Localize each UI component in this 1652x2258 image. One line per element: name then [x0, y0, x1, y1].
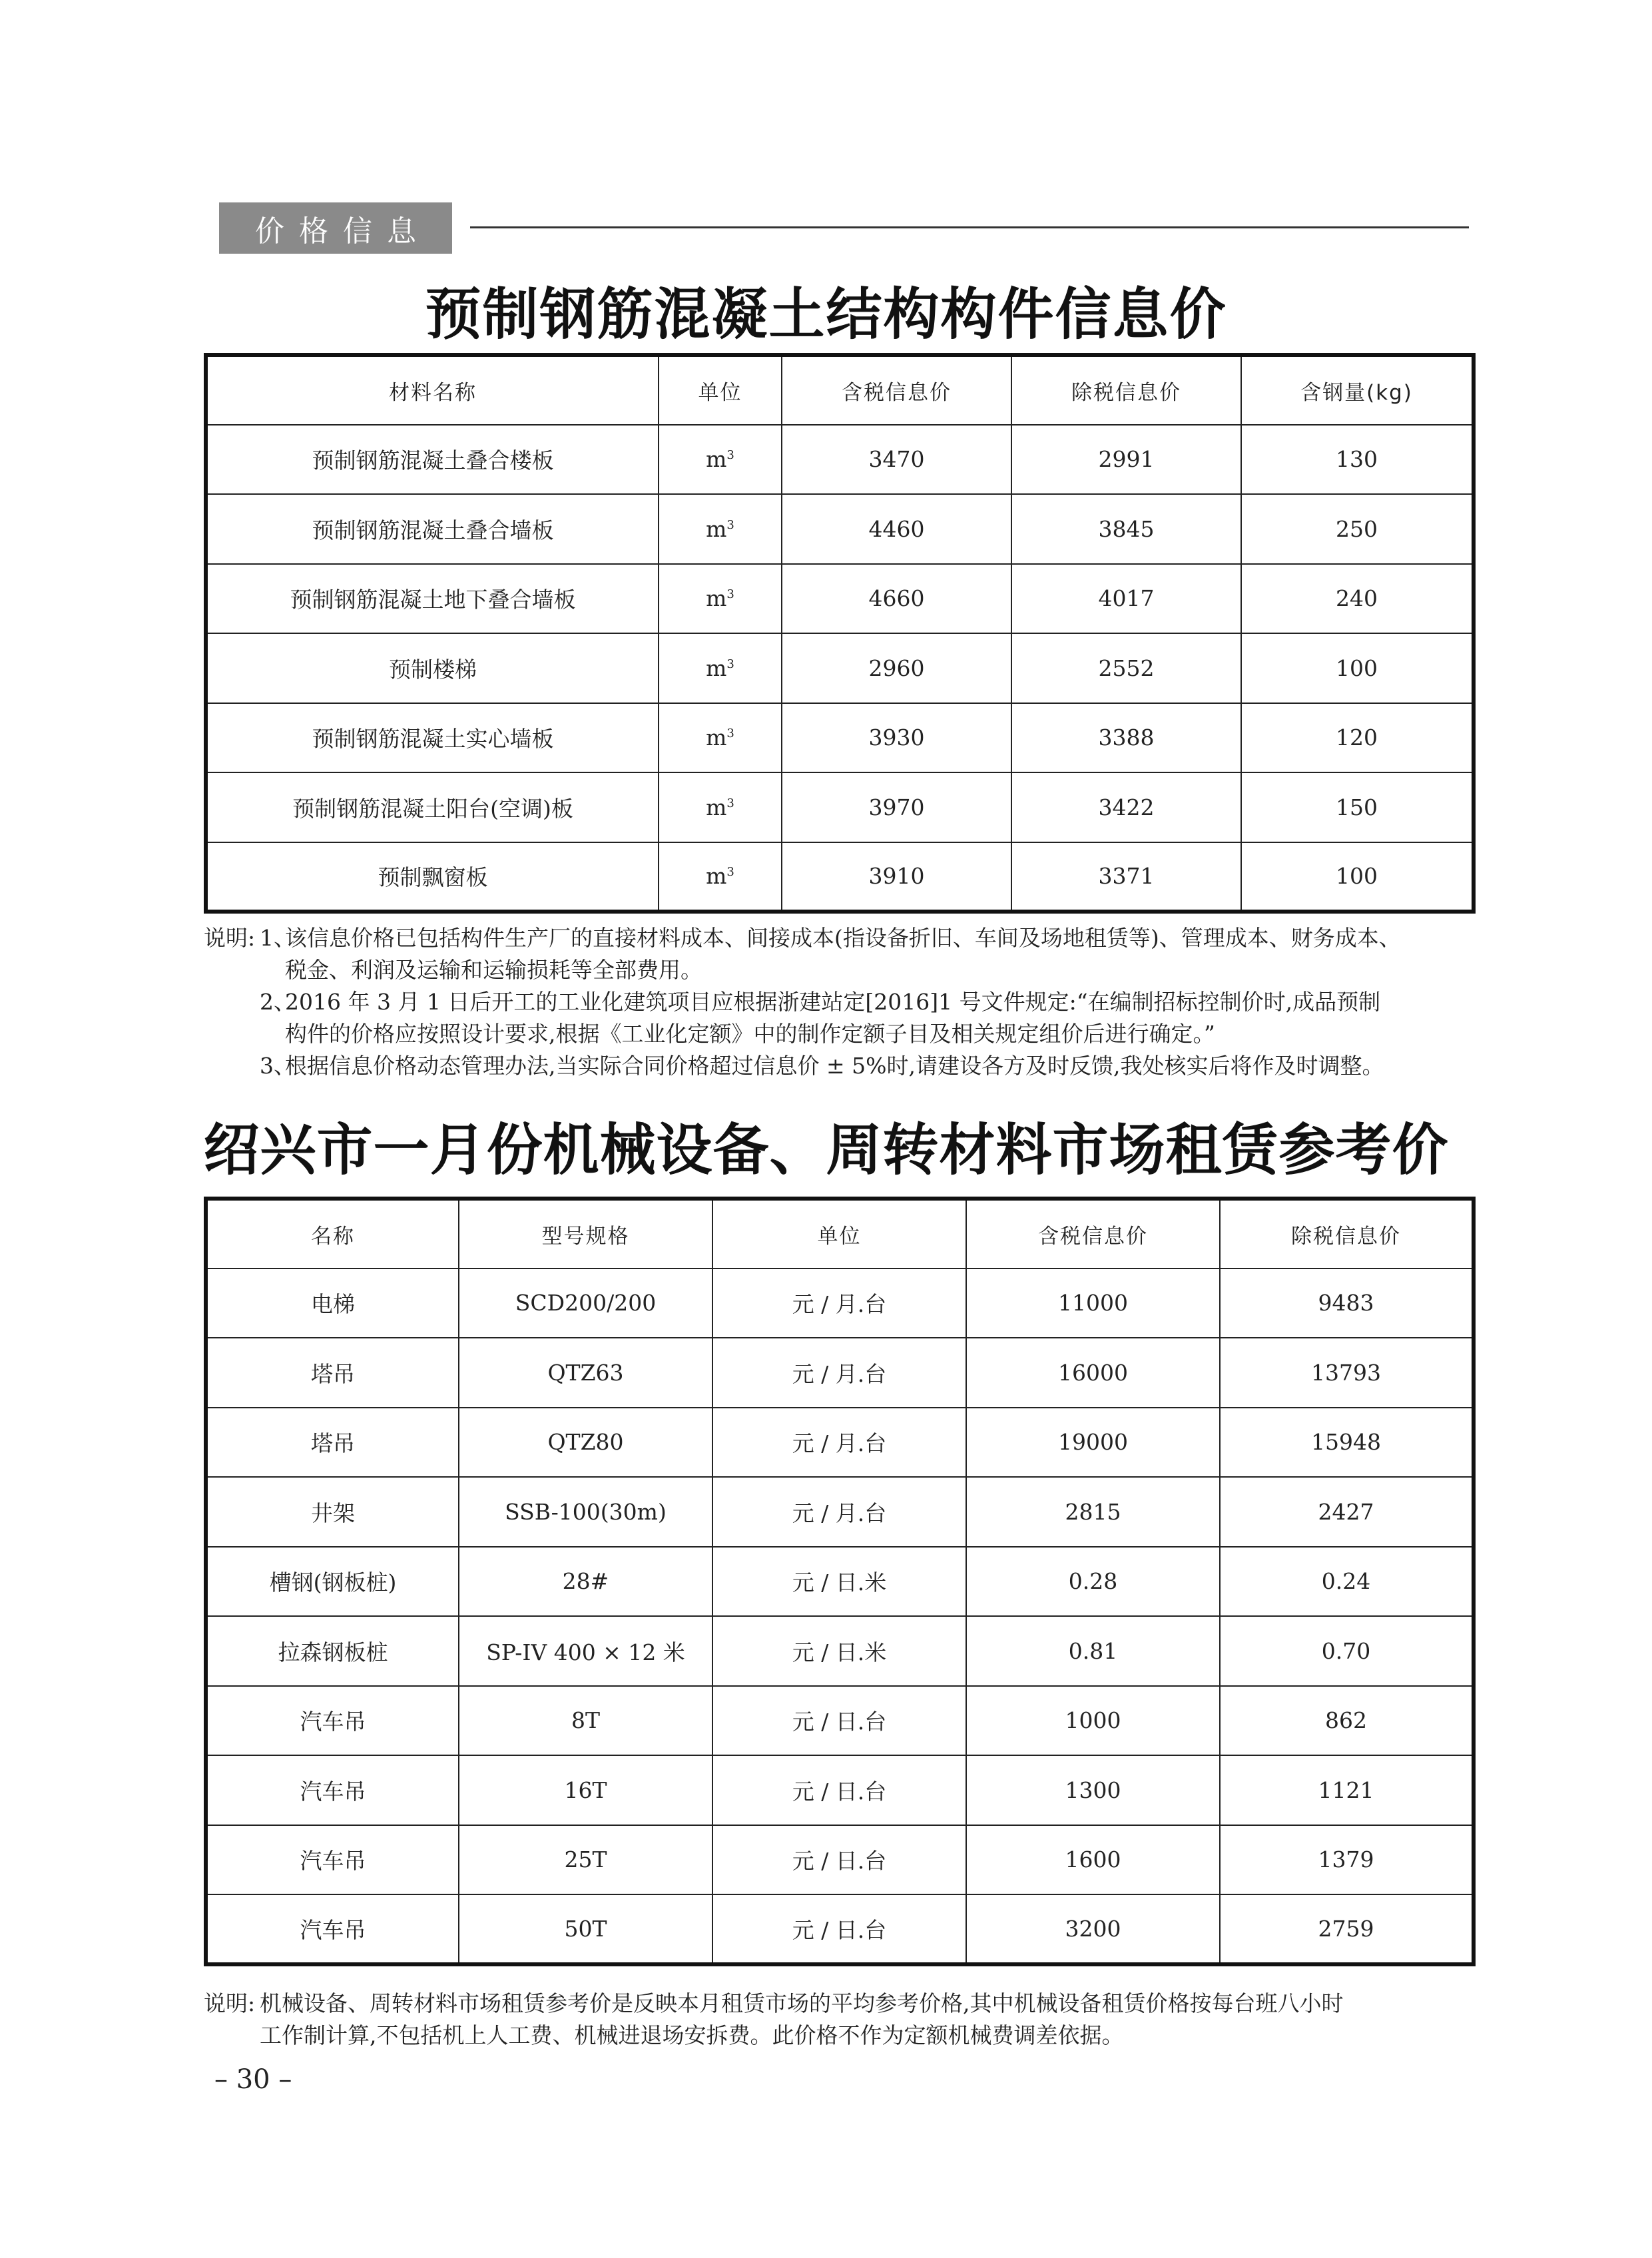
- table1-notes: [204, 922, 1476, 1082]
- unit-cell: 元 / 日.台: [712, 1755, 966, 1825]
- unit-superscript: 3: [726, 726, 734, 741]
- table-row: [206, 633, 1474, 703]
- tax-price-cell: 1600: [966, 1825, 1220, 1895]
- col-header-notax-price: 除税信息价: [1011, 355, 1241, 425]
- material-name-cell: 预制钢筋混凝土阳台(空调)板: [206, 772, 659, 842]
- unit-text: m: [706, 585, 727, 612]
- table2-notes: [204, 1988, 1476, 2052]
- notax-price-cell: 2991: [1011, 425, 1241, 495]
- tax-price-cell: 11000: [966, 1269, 1220, 1338]
- equipment-name-cell: 槽钢(钢板桩): [206, 1547, 459, 1617]
- unit-text: m: [706, 515, 727, 542]
- steel-content-cell: 240: [1241, 564, 1474, 634]
- table-row: [206, 1755, 1474, 1825]
- tax-price-cell: 3200: [966, 1894, 1220, 1964]
- section-tag: 价格信息: [219, 202, 452, 254]
- unit-cell: [659, 564, 782, 634]
- model-cell: 8T: [459, 1686, 712, 1756]
- note-text: 构件的价格应按照设计要求,根据《工业化定额》中的制作定额子目及相关规定组价后进行确定。”: [285, 1021, 1215, 1047]
- notes-label: 说明:: [204, 1990, 256, 2016]
- section-divider: [470, 226, 1469, 228]
- tax-price-cell: 1300: [966, 1755, 1220, 1825]
- tax-price-cell: 0.28: [966, 1547, 1220, 1617]
- steel-content-cell: 250: [1241, 494, 1474, 564]
- unit-superscript: 3: [726, 657, 734, 671]
- model-cell: SP-IV 400 × 12 米: [459, 1616, 712, 1686]
- note-text: 根据信息价格动态管理办法,当实际合同价格超过信息价 ± 5%时,请建设各方及时反馈,我处核实后将作及时调整。: [285, 1053, 1384, 1079]
- note-text: 该信息价格已包括构件生产厂的直接材料成本、间接成本(指设备折旧、车间及场地租赁等)、管理成本、财务成本、: [285, 925, 1401, 951]
- equipment-name-cell: 电梯: [206, 1269, 459, 1338]
- table-row: [206, 494, 1474, 564]
- equipment-name-cell: 汽车吊: [206, 1825, 459, 1895]
- equipment-name-cell: 塔吊: [206, 1338, 459, 1408]
- table-header-row: [206, 1199, 1474, 1269]
- material-name-cell: 预制钢筋混凝土叠合楼板: [206, 425, 659, 495]
- tax-price-cell: 3470: [782, 425, 1011, 495]
- material-name-cell: 预制楼梯: [206, 633, 659, 703]
- unit-text: m: [706, 446, 727, 473]
- tax-price-cell: 4460: [782, 494, 1011, 564]
- tax-price-cell: 1000: [966, 1686, 1220, 1756]
- col-header-name: 名称: [206, 1199, 459, 1269]
- material-name-cell: 预制飘窗板: [206, 842, 659, 912]
- material-name-cell: 预制钢筋混凝土叠合墙板: [206, 494, 659, 564]
- unit-superscript: 3: [726, 448, 734, 463]
- unit-cell: 元 / 日.米: [712, 1547, 966, 1617]
- note-text: 2016 年 3 月 1 日后开工的工业化建筑项目应根据浙建站定[2016]1 号文件规定:“在编制招标控制价时,成品预制: [285, 989, 1381, 1015]
- notax-price-cell: 9483: [1220, 1269, 1474, 1338]
- table-row: [206, 772, 1474, 842]
- unit-text: m: [706, 794, 727, 820]
- col-header-unit: 单位: [659, 355, 782, 425]
- col-header-material: 材料名称: [206, 355, 659, 425]
- unit-cell: 元 / 月.台: [712, 1408, 966, 1478]
- tax-price-cell: 19000: [966, 1408, 1220, 1478]
- notax-price-cell: 0.70: [1220, 1616, 1474, 1686]
- note-number: 2、: [260, 989, 296, 1015]
- table-row: [206, 1616, 1474, 1686]
- note-text: 税金、利润及运输和运输损耗等全部费用。: [285, 957, 702, 983]
- steel-content-cell: 130: [1241, 425, 1474, 495]
- model-cell: QTZ63: [459, 1338, 712, 1408]
- notax-price-cell: 3371: [1011, 842, 1241, 912]
- table-row: [206, 1269, 1474, 1338]
- equipment-name-cell: 汽车吊: [206, 1894, 459, 1964]
- model-cell: QTZ80: [459, 1408, 712, 1478]
- unit-superscript: 3: [726, 865, 734, 880]
- tax-price-cell: 16000: [966, 1338, 1220, 1408]
- table-row: [206, 564, 1474, 634]
- rental-price-table: [204, 1197, 1476, 1966]
- table-row: [206, 703, 1474, 773]
- unit-cell: [659, 494, 782, 564]
- notax-price-cell: 0.24: [1220, 1547, 1474, 1617]
- notax-price-cell: 2427: [1220, 1477, 1474, 1547]
- precast-price-table: [204, 353, 1476, 914]
- notax-price-cell: 13793: [1220, 1338, 1474, 1408]
- notax-price-cell: 4017: [1011, 564, 1241, 634]
- notax-price-cell: 2759: [1220, 1894, 1474, 1964]
- model-cell: SSB-100(30m): [459, 1477, 712, 1547]
- steel-content-cell: 120: [1241, 703, 1474, 773]
- unit-cell: 元 / 月.台: [712, 1477, 966, 1547]
- steel-content-cell: 100: [1241, 842, 1474, 912]
- equipment-name-cell: 井架: [206, 1477, 459, 1547]
- notax-price-cell: 1379: [1220, 1825, 1474, 1895]
- tax-price-cell: 0.81: [966, 1616, 1220, 1686]
- tax-price-cell: 3910: [782, 842, 1011, 912]
- note-text: 工作制计算,不包括机上人工费、机械进退场安拆费。此价格不作为定额机械费调差依据。: [260, 2022, 1124, 2048]
- note-number: 3、: [260, 1053, 296, 1079]
- unit-cell: [659, 842, 782, 912]
- model-cell: 28#: [459, 1547, 712, 1617]
- notax-price-cell: 3845: [1011, 494, 1241, 564]
- notax-price-cell: 1121: [1220, 1755, 1474, 1825]
- page-number: – 30 –: [214, 2064, 292, 2095]
- table-row: [206, 1408, 1474, 1478]
- equipment-name-cell: 塔吊: [206, 1408, 459, 1478]
- notax-price-cell: 2552: [1011, 633, 1241, 703]
- table-row: [206, 1477, 1474, 1547]
- tax-price-cell: 2960: [782, 633, 1011, 703]
- model-cell: 16T: [459, 1755, 712, 1825]
- table-row: [206, 1894, 1474, 1964]
- table-row: [206, 1547, 1474, 1617]
- tax-price-cell: 3930: [782, 703, 1011, 773]
- table-row: [206, 842, 1474, 912]
- unit-cell: 元 / 月.台: [712, 1338, 966, 1408]
- col-header-unit: 单位: [712, 1199, 966, 1269]
- unit-text: m: [706, 655, 727, 681]
- notax-price-cell: 3422: [1011, 772, 1241, 842]
- material-name-cell: 预制钢筋混凝土地下叠合墙板: [206, 564, 659, 634]
- tax-price-cell: 3970: [782, 772, 1011, 842]
- table1-title: 预制钢筋混凝土结构构件信息价: [425, 281, 1227, 347]
- material-name-cell: 预制钢筋混凝土实心墙板: [206, 703, 659, 773]
- steel-content-cell: 150: [1241, 772, 1474, 842]
- unit-superscript: 3: [726, 517, 734, 532]
- tax-price-cell: 2815: [966, 1477, 1220, 1547]
- equipment-name-cell: 拉森钢板桩: [206, 1616, 459, 1686]
- unit-cell: [659, 425, 782, 495]
- unit-cell: 元 / 日.米: [712, 1616, 966, 1686]
- unit-cell: 元 / 日.台: [712, 1686, 966, 1756]
- unit-cell: 元 / 日.台: [712, 1894, 966, 1964]
- unit-cell: [659, 633, 782, 703]
- notes-label: 说明:: [204, 925, 256, 951]
- unit-cell: [659, 772, 782, 842]
- notax-price-cell: 3388: [1011, 703, 1241, 773]
- col-header-steel: 含钢量(kg): [1241, 355, 1474, 425]
- col-header-model: 型号规格: [459, 1199, 712, 1269]
- notax-price-cell: 15948: [1220, 1408, 1474, 1478]
- table-row: [206, 1338, 1474, 1408]
- table-row: [206, 1825, 1474, 1895]
- model-cell: 50T: [459, 1894, 712, 1964]
- col-header-tax-price: 含税信息价: [966, 1199, 1220, 1269]
- equipment-name-cell: 汽车吊: [206, 1686, 459, 1756]
- col-header-tax-price: 含税信息价: [782, 355, 1011, 425]
- equipment-name-cell: 汽车吊: [206, 1755, 459, 1825]
- note-number: 1、: [260, 925, 296, 951]
- model-cell: SCD200/200: [459, 1269, 712, 1338]
- unit-superscript: 3: [726, 796, 734, 810]
- col-header-notax-price: 除税信息价: [1220, 1199, 1474, 1269]
- model-cell: 25T: [459, 1825, 712, 1895]
- note-text: 机械设备、周转材料市场租赁参考价是反映本月租赁市场的平均参考价格,其中机械设备租赁价格按每台班八小时: [260, 1990, 1344, 2016]
- table-row: [206, 1686, 1474, 1756]
- tax-price-cell: 4660: [782, 564, 1011, 634]
- unit-superscript: 3: [726, 587, 734, 602]
- unit-cell: [659, 703, 782, 773]
- unit-cell: 元 / 日.台: [712, 1825, 966, 1895]
- unit-cell: 元 / 月.台: [712, 1269, 966, 1338]
- table-row: [206, 425, 1474, 495]
- steel-content-cell: 100: [1241, 633, 1474, 703]
- unit-text: m: [706, 724, 727, 751]
- notax-price-cell: 862: [1220, 1686, 1474, 1756]
- unit-text: m: [706, 863, 727, 890]
- table-header-row: [206, 355, 1474, 425]
- table2-title: 绍兴市一月份机械设备、周转材料市场租赁参考价: [203, 1117, 1449, 1183]
